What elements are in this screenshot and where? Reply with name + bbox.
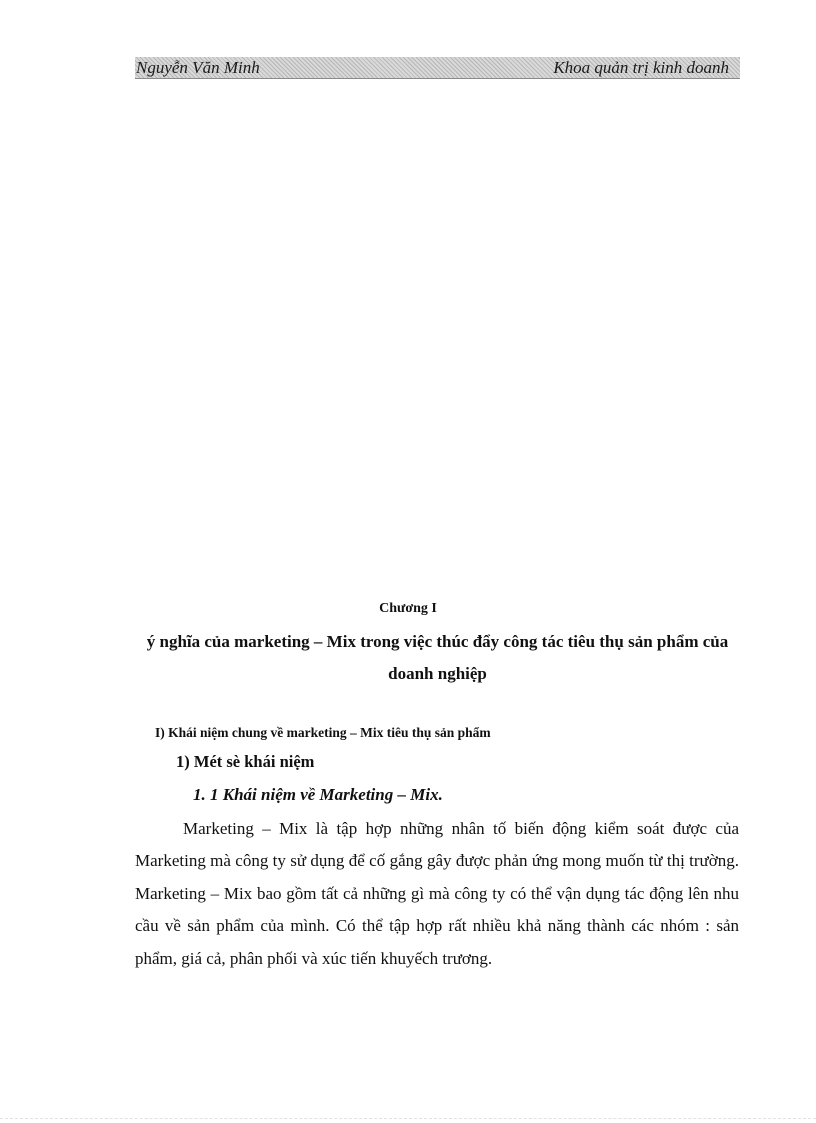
chapter-title: ý nghĩa của marketing – Mix trong việc thúc đẩy công tác tiêu thụ sản phẩm của doanh nghiệp [146, 632, 729, 683]
header-department: Khoa quản trị kinh doanh [553, 58, 729, 77]
chapter-label: Chương I [379, 601, 437, 616]
page-bottom-divider [0, 1118, 816, 1119]
header-author: Nguyễn Văn Minh [136, 58, 260, 77]
body-paragraph: Marketing – Mix là tập hợp những nhân tố biến động kiểm soát được của Marketing mà công ty sử dụng để cố gắng gây được phản ứng mong muốn từ thị trường. Marketing – Mix bao gồm tất cả những gì mà công ty có thể vận dụng tác động lên nhu cầu về sản phẩm của mình. Có thể tập hợp rất nhiều khả năng thành các nhóm : sản phẩm, giá cả, phân phối và xúc tiến khuyếch trương. [135, 819, 739, 968]
subsection-heading: 1) Mét sè khái niệm [176, 752, 315, 771]
section-heading: I) Khái niệm chung về marketing – Mix tiêu thụ sản phẩm [155, 725, 491, 740]
page-header [135, 57, 740, 79]
subsubsection-heading: 1. 1 Khái niệm về Marketing – Mix. [193, 785, 443, 804]
